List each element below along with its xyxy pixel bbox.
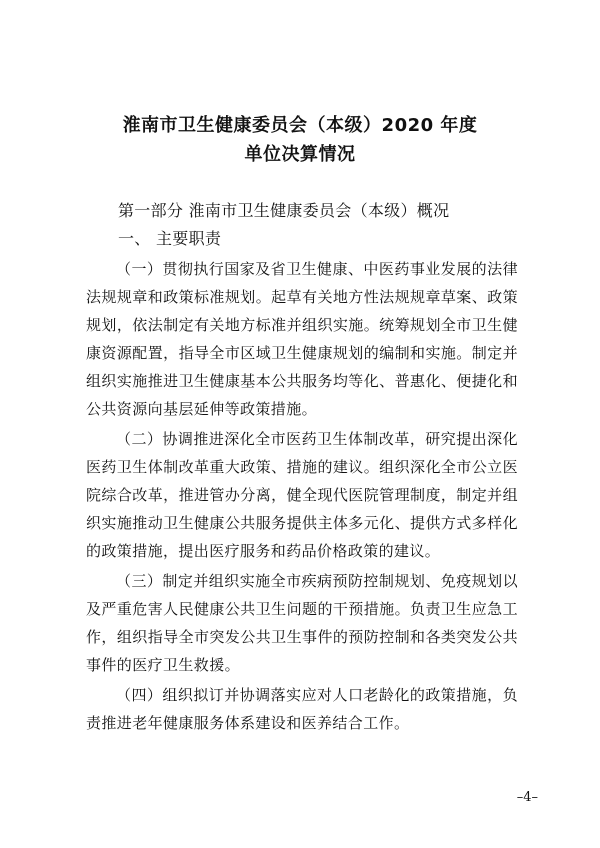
paragraph-duty-3: （三）制定并组织实施全市疾病预防控制规划、免疫规划以及严重危害人民健康公共卫生问题的干预措施。负责卫生应急工作，组织指导全市突发公共卫生事件的预防控制和各类突发公共事件的医疗卫生救援。	[86, 572, 518, 674]
paragraph-duty-1: （一）贯彻执行国家及省卫生健康、中医药事业发展的法律法规规章和政策标准规划。起草有关地方性法规规章草案、政策规划，依法制定有关地方标准并组织实施。统筹规划全市卫生健康资源配置，指导全市区域卫生健康规划的编制和实施。制定并组织实施推进卫生健康基本公共服务均等化、普惠化、便捷化和公共资源向基层延伸等政策措施。	[86, 260, 518, 418]
document-title-line-2: 单位决算情况	[244, 144, 356, 165]
document-title-line-1: 淮南市卫生健康委员会（本级）2020 年度	[122, 115, 478, 136]
paragraph-duty-4: （四）组织拟订并协调落实应对人口老龄化的政策措施，负责推进老年健康服务体系建设和医养结合工作。	[86, 686, 518, 732]
part-heading: 第一部分 淮南市卫生健康委员会（本级）概况	[118, 201, 450, 220]
section-heading: 一、 主要职责	[118, 229, 222, 248]
page-number: –4–	[516, 790, 538, 805]
paragraph-duty-2: （二）协调推进深化全市医药卫生体制改革，研究提出深化医药卫生体制改革重大政策、措施的建议。组织深化全市公立医院综合改革，推进管办分离，健全现代医院管理制度，制定并组织实施推动卫生健康公共服务提供主体多元化、提供方式多样化的政策措施，提出医疗服务和药品价格政策的建议。	[86, 430, 518, 560]
